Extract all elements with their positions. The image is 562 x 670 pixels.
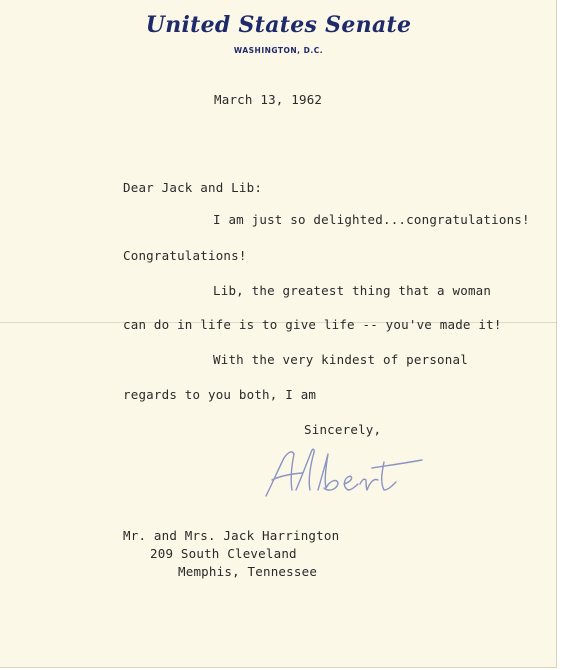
address-line-2: 209 South Cleveland xyxy=(150,546,297,561)
address-line-3: Memphis, Tennessee xyxy=(178,564,318,579)
body-line-3: Lib, the greatest thing that a woman xyxy=(213,283,492,298)
body-line-1: I am just so delighted...congratulations! xyxy=(213,212,530,227)
address-line-1: Mr. and Mrs. Jack Harrington xyxy=(123,528,340,543)
body-line-4: can do in life is to give life -- you've made it! xyxy=(123,317,502,332)
salutation: Dear Jack and Lib: xyxy=(123,180,263,195)
body-line-5: With the very kindest of personal xyxy=(213,352,468,367)
closing: Sincerely, xyxy=(304,422,382,437)
body-line-2: Congratulations! xyxy=(123,248,247,263)
letterhead-title: United States Senate xyxy=(145,12,412,38)
letter-date: March 13, 1962 xyxy=(214,92,323,107)
letterhead-location: WASHINGTON, D.C. xyxy=(233,46,324,55)
handwritten-signature xyxy=(262,440,432,500)
body-line-6: regards to you both, I am xyxy=(123,387,317,402)
